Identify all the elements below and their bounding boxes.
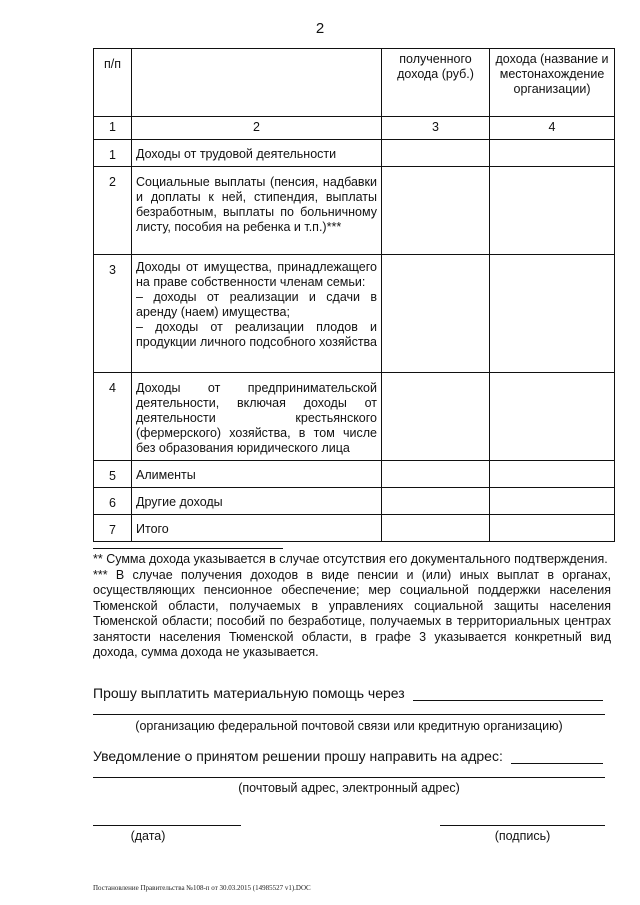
index-cell: 1 [94,117,132,140]
footnote-income-amount: ** Сумма дохода указывается в случае отсутствия его документального подтверждения. [93,552,608,566]
row-number: 4 [94,373,132,461]
signature-caption: (подпись) [494,829,551,843]
row-income-type: Итого [132,515,382,542]
row-amount-cell [382,461,490,488]
footnotes [93,548,611,661]
row-source-cell [490,167,615,255]
table-row [94,461,615,488]
index-cell: 2 [132,117,382,140]
row-text-line: – доходы от реализации и сдачи в аренду (наем) имущества; [136,290,377,319]
payment-method-input[interactable] [413,700,603,701]
row-amount-cell [382,255,490,373]
row-amount-cell [382,140,490,167]
table-row [94,488,615,515]
row-source-cell [490,515,615,542]
row-income-type: Доходы от предпринимательской деятельности, включая доходы от деятельности крестьянского (фермерского) хозяйства, в том числе без образования юридического лица [132,373,382,461]
date-caption: (дата) [130,829,166,843]
header-income-source: дохода (название и местонахождение организации) [490,49,615,117]
page-number: 2 [315,20,325,37]
table-row [94,140,615,167]
row-source-cell [490,373,615,461]
row-income-type: Другие доходы [132,488,382,515]
row-income-type: Социальные выплаты (пенсия, надбавки и доплаты к ней, стипендия, выплаты безработным, выплаты по больничному листу, пособия на ребенка и т.п.)*** [132,167,382,255]
table-row [94,167,615,255]
notification-address-input-line[interactable] [93,777,605,778]
row-source-cell [490,140,615,167]
row-number: 7 [94,515,132,542]
notification-address-label: Уведомление о принятом решении прошу направить на адрес: [93,748,503,764]
index-cell: 4 [490,117,615,140]
notification-address-caption: (почтовый адрес, электронный адрес) [238,781,460,795]
header-number: п/п [94,49,132,117]
payment-method-line [93,685,608,701]
payment-method-label: Прошу выплатить материальную помощь через [93,685,405,701]
row-income-type: Доходы от трудовой деятельности [132,140,382,167]
footnote-divider [93,548,283,549]
table-header-row [94,49,615,117]
notification-address-line [93,748,608,764]
header-income-amount: полученного дохода (руб.) [382,49,490,117]
date-input-line[interactable] [93,825,241,826]
row-number: 2 [94,167,132,255]
row-amount-cell [382,488,490,515]
row-income-type [132,255,382,373]
row-source-cell [490,488,615,515]
row-amount-cell [382,167,490,255]
table-row [94,373,615,461]
index-cell: 3 [382,117,490,140]
row-number: 3 [94,255,132,373]
document-footer: Постановление Правительства №108-п от 30.03.2015 (14985527 v1).DOC [93,884,311,892]
table-row [94,255,615,373]
income-table [93,48,615,542]
signature-input-line[interactable] [440,825,605,826]
row-income-type: Алименты [132,461,382,488]
row-amount-cell [382,373,490,461]
row-number: 5 [94,461,132,488]
header-income-type [132,49,382,117]
row-text-line: – доходы от реализации плодов и продукции личного подсобного хозяйства [136,320,377,349]
payment-method-input-line[interactable] [93,714,605,715]
row-text-line: Доходы от имущества, принадлежащего на праве собственности членам семьи: [136,260,377,289]
row-source-cell [490,255,615,373]
row-source-cell [490,461,615,488]
row-amount-cell [382,515,490,542]
footnote-pension: *** В случае получения доходов в виде пенсии и (или) иных выплат в органах, осуществляющих пенсионное обеспечение; мер социальной поддержки населения Тюменской области, получаемых в управлениях социальной защиты населения Тюменской области; пособий по безработице, получаемых в территориальных центрах занятости населения Тюменской области, в графе 3 указывается конкретный вид дохода, сумма дохода не указывается. [93,567,611,659]
payment-method-caption: (организацию федеральной почтовой связи или кредитную организацию) [135,719,563,733]
table-index-row [94,117,615,140]
row-number: 1 [94,140,132,167]
table-row [94,515,615,542]
notification-address-input[interactable] [511,763,603,764]
row-number: 6 [94,488,132,515]
